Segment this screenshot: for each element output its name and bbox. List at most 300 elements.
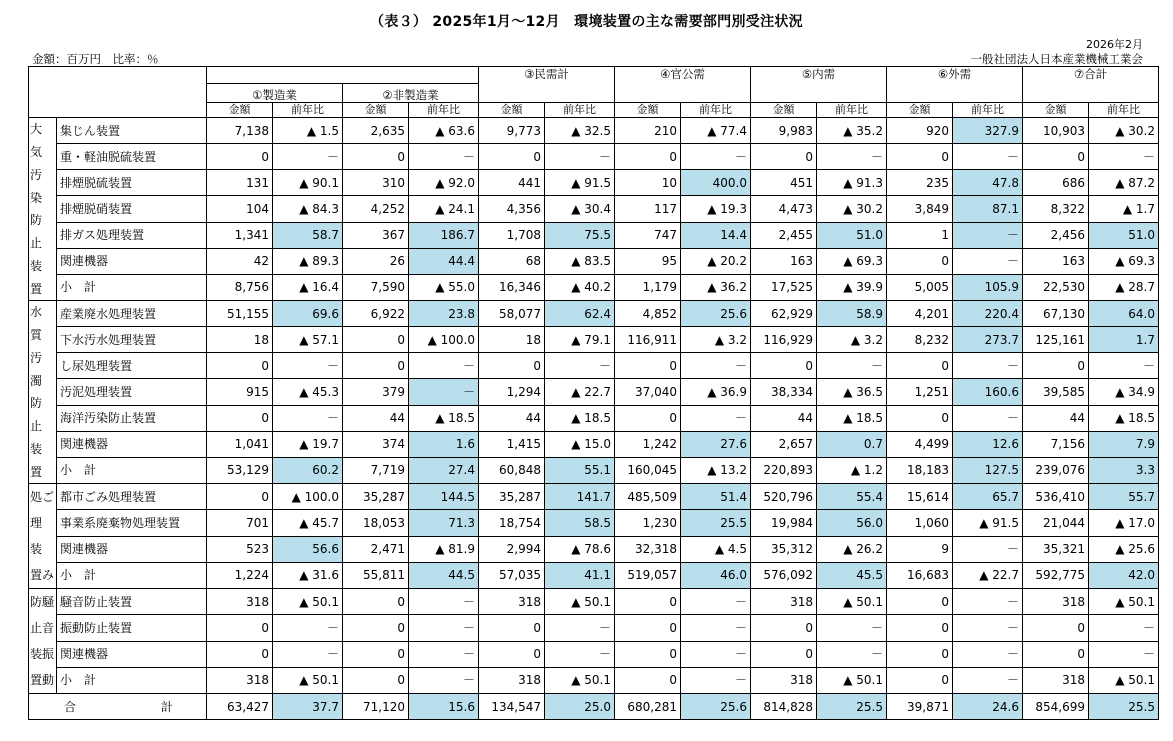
table-row (29, 274, 1159, 300)
amount-cell: 9 (887, 536, 953, 562)
item-name: 海洋汚染防止装置 (57, 405, 207, 431)
table-row (29, 484, 1159, 510)
amount-cell: 0 (207, 484, 273, 510)
header-amount: 金額 (479, 103, 545, 118)
yoy-cell: － (953, 589, 1023, 615)
yoy-cell: 14.4 (681, 222, 751, 248)
amount-cell: 35,321 (1023, 536, 1089, 562)
yoy-cell: ▲ 50.1 (545, 667, 615, 693)
amount-cell: 8,322 (1023, 196, 1089, 222)
yoy-cell: － (409, 353, 479, 379)
yoy-cell: ▲ 50.1 (273, 667, 343, 693)
table-row (29, 536, 1159, 562)
yoy-cell: 47.8 (953, 170, 1023, 196)
yoy-cell: － (953, 641, 1023, 667)
amount-cell: 35,287 (479, 484, 545, 510)
yoy-cell: 51.0 (817, 222, 887, 248)
amount-cell: 3,849 (887, 196, 953, 222)
category-char: 装 (30, 542, 43, 556)
header-yoy: 前年比 (545, 103, 615, 118)
yoy-cell: ▲ 57.1 (273, 327, 343, 353)
yoy-cell: － (681, 405, 751, 431)
amount-cell: 37,040 (615, 379, 681, 405)
item-name: 騒音防止装置 (57, 589, 207, 615)
table-row (29, 248, 1159, 274)
amount-cell: 0 (343, 327, 409, 353)
yoy-cell: 127.5 (953, 457, 1023, 483)
yoy-cell: ▲ 15.0 (545, 431, 615, 457)
amount-cell: 0 (615, 641, 681, 667)
yoy-cell: ▲ 100.0 (273, 484, 343, 510)
amount-cell: 95 (615, 248, 681, 274)
grand-total-label-right: 計 (160, 699, 173, 714)
amount-cell: 10,903 (1023, 118, 1089, 144)
amount-cell: 7,138 (207, 118, 273, 144)
yoy-cell: 45.5 (817, 562, 887, 588)
yoy-cell: 1.6 (409, 431, 479, 457)
yoy-cell: 69.6 (273, 301, 343, 327)
amount-cell: 0 (887, 405, 953, 431)
report-date: 2026年2月 (1086, 38, 1143, 51)
yoy-cell: 41.1 (545, 562, 615, 588)
yoy-cell: 400.0 (681, 170, 751, 196)
yoy-cell: － (545, 641, 615, 667)
amount-cell: 4,473 (751, 196, 817, 222)
yoy-cell: － (1089, 641, 1159, 667)
table-row (29, 301, 1159, 327)
category-char: 水 (30, 305, 43, 320)
item-name: 下水汚水処理装置 (57, 327, 207, 353)
amount-cell: 210 (615, 118, 681, 144)
amount-cell: 9,983 (751, 118, 817, 144)
amount-cell: 0 (1023, 615, 1089, 641)
amount-cell: 19,984 (751, 510, 817, 536)
amount-cell: 53,129 (207, 457, 273, 483)
category-char: 理 (30, 516, 43, 530)
category-label (29, 118, 57, 301)
yoy-cell: 58.9 (817, 301, 887, 327)
yoy-cell: 25.5 (817, 694, 887, 720)
item-name: し尿処理装置 (57, 353, 207, 379)
header-private: ③民需計 (479, 67, 615, 103)
amount-cell: 44 (479, 405, 545, 431)
yoy-cell: － (953, 144, 1023, 170)
category-char: 汚 (30, 350, 43, 365)
category-char: 大 (30, 122, 43, 137)
category-char: 汚 (30, 167, 43, 182)
amount-cell: 0 (343, 641, 409, 667)
yoy-cell: ▲ 24.1 (409, 196, 479, 222)
item-name: 集じん装置 (57, 118, 207, 144)
yoy-cell: ▲ 30.2 (817, 196, 887, 222)
amount-cell: 10 (615, 170, 681, 196)
amount-cell: 1,341 (207, 222, 273, 248)
yoy-cell: ▲ 79.1 (545, 327, 615, 353)
amount-cell: 0 (343, 615, 409, 641)
yoy-cell: － (817, 615, 887, 641)
amount-cell: 18 (479, 327, 545, 353)
amount-cell: 814,828 (751, 694, 817, 720)
amount-cell: 1,179 (615, 274, 681, 300)
amount-cell: 16,346 (479, 274, 545, 300)
yoy-cell: ▲ 18.5 (1089, 405, 1159, 431)
yoy-cell: ▲ 69.3 (1089, 248, 1159, 274)
amount-cell: 60,848 (479, 457, 545, 483)
yoy-cell: 15.6 (409, 694, 479, 720)
item-name: 小 計 (57, 457, 207, 483)
table-row (29, 353, 1159, 379)
yoy-cell: 25.5 (1089, 694, 1159, 720)
amount-cell: 0 (1023, 641, 1089, 667)
amount-cell: 0 (615, 615, 681, 641)
yoy-cell: － (409, 379, 479, 405)
amount-cell: 38,334 (751, 379, 817, 405)
yoy-cell: － (817, 641, 887, 667)
header-amount: 金額 (207, 103, 273, 118)
category-label (29, 301, 57, 484)
amount-cell: 310 (343, 170, 409, 196)
amount-cell: 592,775 (1023, 562, 1089, 588)
yoy-cell: － (273, 615, 343, 641)
amount-cell: 318 (207, 589, 273, 615)
yoy-cell: 87.1 (953, 196, 1023, 222)
amount-cell: 0 (479, 353, 545, 379)
table-row (29, 589, 1159, 615)
amount-cell: 576,092 (751, 562, 817, 588)
yoy-cell: ▲ 22.7 (545, 379, 615, 405)
amount-cell: 318 (1023, 667, 1089, 693)
yoy-cell: ▲ 20.2 (681, 248, 751, 274)
yoy-cell: ▲ 30.2 (1089, 118, 1159, 144)
amount-cell: 6,922 (343, 301, 409, 327)
category-char: 止 (30, 236, 43, 251)
yoy-cell: － (953, 615, 1023, 641)
amount-cell: 1,041 (207, 431, 273, 457)
yoy-cell: 144.5 (409, 484, 479, 510)
item-name: 小 計 (57, 562, 207, 588)
yoy-cell: ▲ 19.7 (273, 431, 343, 457)
yoy-cell: － (409, 667, 479, 693)
yoy-cell: 44.5 (409, 562, 479, 588)
amount-cell: 318 (1023, 589, 1089, 615)
yoy-cell: ▲ 91.3 (817, 170, 887, 196)
amount-cell: 0 (887, 667, 953, 693)
item-name: 関連機器 (57, 248, 207, 274)
amount-cell: 374 (343, 431, 409, 457)
category-char: 防 (30, 213, 43, 228)
header-domestic: ⑤内需 (751, 67, 887, 103)
amount-cell: 318 (479, 667, 545, 693)
amount-cell: 42 (207, 248, 273, 274)
amount-cell: 519,057 (615, 562, 681, 588)
table-row (29, 327, 1159, 353)
yoy-cell: 25.5 (681, 510, 751, 536)
amount-cell: 7,590 (343, 274, 409, 300)
category-char: 気 (30, 145, 43, 160)
yoy-cell: ▲ 3.2 (681, 327, 751, 353)
amount-cell: 1,415 (479, 431, 545, 457)
amount-cell: 235 (887, 170, 953, 196)
yoy-cell: ▲ 36.2 (681, 274, 751, 300)
yoy-cell: － (409, 144, 479, 170)
yoy-cell: ▲ 50.1 (545, 589, 615, 615)
amount-cell: 0 (887, 248, 953, 274)
yoy-cell: － (681, 667, 751, 693)
yoy-cell: 60.2 (273, 457, 343, 483)
yoy-cell: ▲ 1.7 (1089, 196, 1159, 222)
table-row (29, 457, 1159, 483)
table-row (29, 170, 1159, 196)
amount-cell: 1,242 (615, 431, 681, 457)
yoy-cell: ▲ 91.5 (545, 170, 615, 196)
yoy-cell: － (1089, 353, 1159, 379)
amount-cell: 0 (751, 144, 817, 170)
amount-cell: 220,893 (751, 457, 817, 483)
amount-cell: 0 (207, 405, 273, 431)
header-amount: 金額 (751, 103, 817, 118)
yoy-cell: 25.0 (545, 694, 615, 720)
unit-note: 金額：百万円 比率：％ (32, 52, 159, 66)
yoy-cell: － (273, 641, 343, 667)
amount-cell: 0 (207, 353, 273, 379)
yoy-cell: － (681, 641, 751, 667)
yoy-cell: － (409, 615, 479, 641)
amount-cell: 0 (751, 615, 817, 641)
yoy-cell: － (1089, 144, 1159, 170)
category-char: 防 (30, 396, 43, 411)
yoy-cell: ▲ 16.4 (273, 274, 343, 300)
category-char: 装 (30, 441, 43, 456)
amount-cell: 4,252 (343, 196, 409, 222)
amount-cell: 1,230 (615, 510, 681, 536)
item-name: 振動防止装置 (57, 615, 207, 641)
yoy-cell: ▲ 36.5 (817, 379, 887, 405)
amount-cell: 0 (343, 353, 409, 379)
yoy-cell: 0.7 (817, 431, 887, 457)
yoy-cell: － (953, 248, 1023, 274)
yoy-cell: － (545, 353, 615, 379)
amount-cell: 18,053 (343, 510, 409, 536)
category-char: 置み (30, 568, 55, 582)
amount-cell: 44 (343, 405, 409, 431)
yoy-cell: 25.6 (681, 694, 751, 720)
yoy-cell: ▲ 26.2 (817, 536, 887, 562)
yoy-cell: 327.9 (953, 118, 1023, 144)
yoy-cell: ▲ 31.6 (273, 562, 343, 588)
yoy-cell: 105.9 (953, 274, 1023, 300)
amount-cell: 686 (1023, 170, 1089, 196)
amount-cell: 0 (751, 641, 817, 667)
amount-cell: 8,232 (887, 327, 953, 353)
item-name: 排煙脱硝装置 (57, 196, 207, 222)
amount-cell: 9,773 (479, 118, 545, 144)
yoy-cell: － (953, 667, 1023, 693)
table-row (29, 405, 1159, 431)
amount-cell: 854,699 (1023, 694, 1089, 720)
amount-cell: 18,183 (887, 457, 953, 483)
yoy-cell: ▲ 83.5 (545, 248, 615, 274)
item-name: 排ガス処理装置 (57, 222, 207, 248)
amount-cell: 35,287 (343, 484, 409, 510)
category-char: 質 (30, 328, 43, 343)
amount-cell: 318 (751, 589, 817, 615)
amount-cell: 5,005 (887, 274, 953, 300)
table-row (29, 510, 1159, 536)
amount-cell: 51,155 (207, 301, 273, 327)
amount-cell: 0 (615, 144, 681, 170)
table-row (29, 222, 1159, 248)
amount-cell: 7,719 (343, 457, 409, 483)
amount-cell: 0 (887, 353, 953, 379)
amount-cell: 0 (207, 641, 273, 667)
yoy-cell: ▲ 78.6 (545, 536, 615, 562)
yoy-cell: ▲ 84.3 (273, 196, 343, 222)
yoy-cell: 65.7 (953, 484, 1023, 510)
amount-cell: 0 (615, 405, 681, 431)
yoy-cell: ▲ 39.9 (817, 274, 887, 300)
yoy-cell: 160.6 (953, 379, 1023, 405)
amount-cell: 701 (207, 510, 273, 536)
yoy-cell: － (953, 536, 1023, 562)
yoy-cell: 141.7 (545, 484, 615, 510)
table-row (29, 118, 1159, 144)
yoy-cell: 58.5 (545, 510, 615, 536)
header-nonmfg: ②非製造業 (343, 84, 479, 103)
header-amount: 金額 (615, 103, 681, 118)
category-char: 濁 (30, 373, 43, 388)
amount-cell: 39,585 (1023, 379, 1089, 405)
yoy-cell: 23.8 (409, 301, 479, 327)
amount-cell: 0 (1023, 353, 1089, 379)
item-name: 事業系廃棄物処理装置 (57, 510, 207, 536)
yoy-cell: 55.1 (545, 457, 615, 483)
yoy-cell: ▲ 36.9 (681, 379, 751, 405)
category-char: 装振 (30, 647, 55, 661)
amount-cell: 44 (751, 405, 817, 431)
yoy-cell: ▲ 1.2 (817, 457, 887, 483)
category-char: 置 (30, 281, 43, 296)
yoy-cell: ▲ 90.1 (273, 170, 343, 196)
amount-cell: 116,929 (751, 327, 817, 353)
amount-cell: 485,509 (615, 484, 681, 510)
page-title: （表３） 2025年1月～12月 環境装置の主な需要部門別受注状況 (370, 14, 803, 30)
amount-cell: 0 (479, 144, 545, 170)
amount-cell: 2,471 (343, 536, 409, 562)
yoy-cell: － (817, 144, 887, 170)
yoy-cell: 37.7 (273, 694, 343, 720)
amount-cell: 39,871 (887, 694, 953, 720)
header-amount: 金額 (343, 103, 409, 118)
grand-total-label (29, 694, 207, 720)
amount-cell: 0 (615, 589, 681, 615)
yoy-cell: － (545, 144, 615, 170)
amount-cell: 318 (751, 667, 817, 693)
amount-cell: 8,756 (207, 274, 273, 300)
amount-cell: 2,456 (1023, 222, 1089, 248)
yoy-cell: ▲ 50.1 (817, 667, 887, 693)
yoy-cell: 46.0 (681, 562, 751, 588)
yoy-cell: 42.0 (1089, 562, 1159, 588)
header-yoy: 前年比 (953, 103, 1023, 118)
item-name: 汚泥処理装置 (57, 379, 207, 405)
yoy-cell: ▲ 28.7 (1089, 274, 1159, 300)
yoy-cell: 51.0 (1089, 222, 1159, 248)
yoy-cell: ▲ 69.3 (817, 248, 887, 274)
item-name: 小 計 (57, 274, 207, 300)
amount-cell: 915 (207, 379, 273, 405)
item-name: 排煙脱硫装置 (57, 170, 207, 196)
amount-cell: 131 (207, 170, 273, 196)
category-label (29, 589, 57, 694)
organization-name: 一般社団法人日本産業機械工業会 (970, 52, 1143, 66)
yoy-cell: ▲ 3.2 (817, 327, 887, 353)
yoy-cell: 27.6 (681, 431, 751, 457)
yoy-cell: ▲ 17.0 (1089, 510, 1159, 536)
yoy-cell: 24.6 (953, 694, 1023, 720)
amount-cell: 2,657 (751, 431, 817, 457)
yoy-cell: － (273, 353, 343, 379)
yoy-cell: － (681, 353, 751, 379)
amount-cell: 7,156 (1023, 431, 1089, 457)
yoy-cell: － (273, 405, 343, 431)
amount-cell: 32,318 (615, 536, 681, 562)
amount-cell: 2,994 (479, 536, 545, 562)
orders-table (28, 66, 1159, 720)
amount-cell: 17,525 (751, 274, 817, 300)
item-name: 重・軽油脱硫装置 (57, 144, 207, 170)
yoy-cell: 186.7 (409, 222, 479, 248)
amount-cell: 318 (207, 667, 273, 693)
yoy-cell: ▲ 100.0 (409, 327, 479, 353)
yoy-cell: － (409, 589, 479, 615)
amount-cell: 1,224 (207, 562, 273, 588)
amount-cell: 134,547 (479, 694, 545, 720)
amount-cell: 117 (615, 196, 681, 222)
yoy-cell: 62.4 (545, 301, 615, 327)
amount-cell: 62,929 (751, 301, 817, 327)
yoy-cell: ▲ 30.4 (545, 196, 615, 222)
item-name: 関連機器 (57, 536, 207, 562)
category-char: 染 (30, 190, 43, 205)
amount-cell: 58,077 (479, 301, 545, 327)
table-row (29, 431, 1159, 457)
header-yoy: 前年比 (817, 103, 887, 118)
category-char: 装 (30, 258, 43, 273)
header-public: ④官公需 (615, 67, 751, 103)
amount-cell: 920 (887, 118, 953, 144)
amount-cell: 0 (207, 144, 273, 170)
yoy-cell: ▲ 92.0 (409, 170, 479, 196)
yoy-cell: 71.3 (409, 510, 479, 536)
table-row (29, 667, 1159, 693)
amount-cell: 55,811 (343, 562, 409, 588)
amount-cell: 536,410 (1023, 484, 1089, 510)
yoy-cell: ▲ 77.4 (681, 118, 751, 144)
amount-cell: 0 (615, 667, 681, 693)
amount-cell: 367 (343, 222, 409, 248)
amount-cell: 18 (207, 327, 273, 353)
yoy-cell: 25.6 (681, 301, 751, 327)
amount-cell: 441 (479, 170, 545, 196)
yoy-cell: ▲ 18.5 (545, 405, 615, 431)
amount-cell: 16,683 (887, 562, 953, 588)
amount-cell: 1 (887, 222, 953, 248)
category-char: 止 (30, 419, 43, 434)
amount-cell: 44 (1023, 405, 1089, 431)
table-row (29, 562, 1159, 588)
amount-cell: 2,455 (751, 222, 817, 248)
yoy-cell: － (681, 615, 751, 641)
